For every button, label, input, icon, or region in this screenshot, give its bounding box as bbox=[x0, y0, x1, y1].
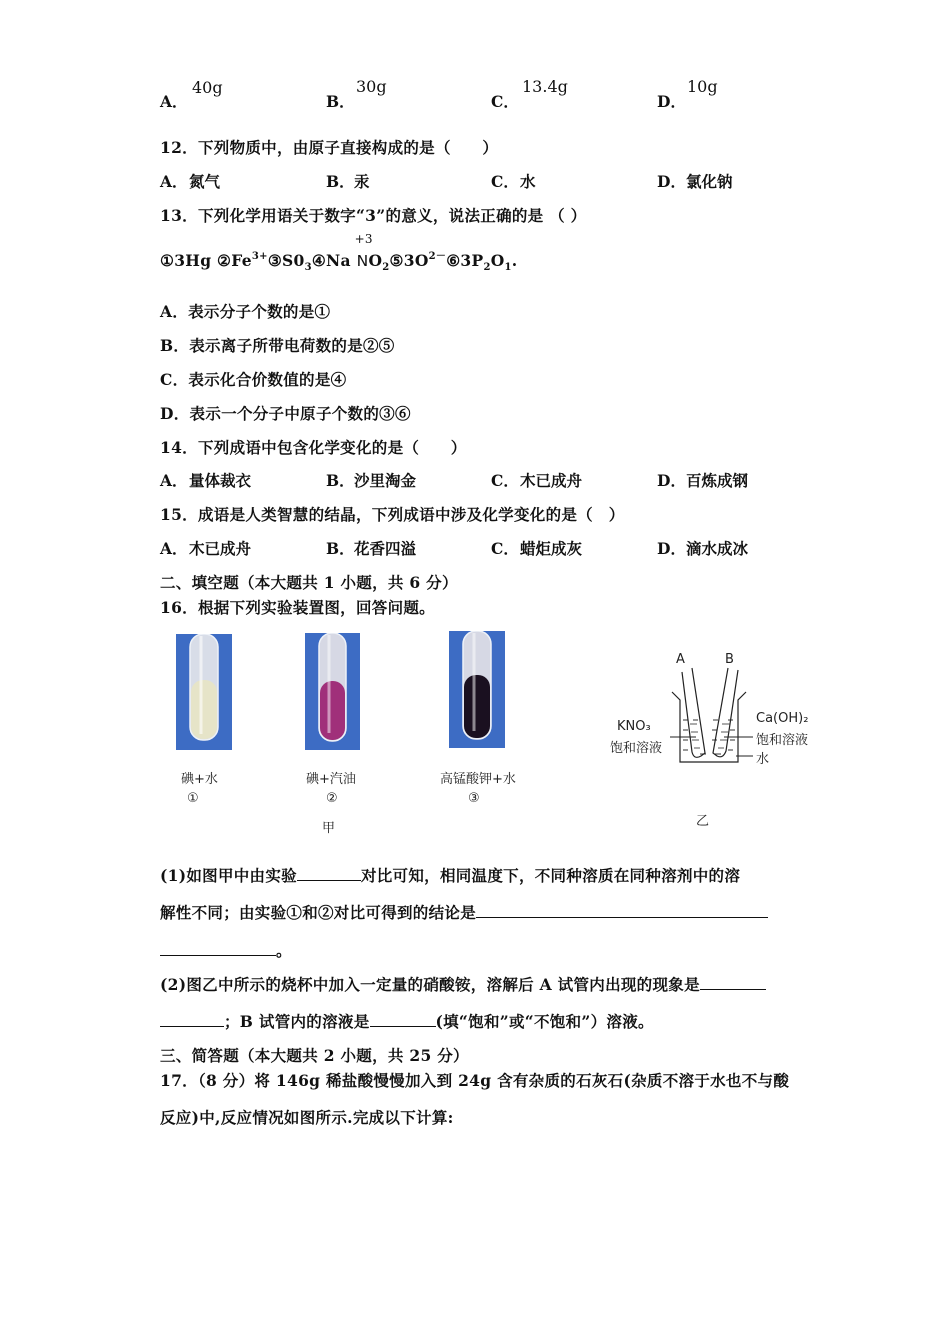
formula-part: . bbox=[511, 251, 518, 270]
q12-option-a-letter: A． bbox=[160, 172, 188, 191]
tube-2-number: ② bbox=[326, 791, 338, 806]
tube-1-liquid bbox=[191, 680, 217, 739]
formula-part: ⑤3O bbox=[389, 251, 429, 270]
q15-option-b-value: 花香四溢 bbox=[354, 539, 417, 558]
q15-stem: 15．成语是人类智慧的结晶，下列成语中涉及化学变化的是（ ） bbox=[160, 505, 625, 524]
q15-option-c-letter: C． bbox=[491, 539, 519, 558]
q16-blank-1[interactable] bbox=[297, 866, 361, 881]
q12-option-b-value: 汞 bbox=[354, 172, 370, 191]
q14-option-a-value: 量体裁衣 bbox=[189, 471, 252, 490]
valence-mark: +3 bbox=[354, 232, 373, 246]
section-2-heading: 二、填空题（本大题共 1 小题，共 6 分） bbox=[160, 573, 458, 592]
formula-sup: 3+ bbox=[251, 251, 268, 262]
tube-3-photo bbox=[449, 631, 505, 748]
tube-1-number: ① bbox=[187, 791, 199, 806]
section-3-heading: 三、简答题（本大题共 2 小题，共 25 分） bbox=[160, 1046, 469, 1065]
formula-part: O bbox=[368, 251, 383, 270]
q12-option-c-letter: C． bbox=[491, 172, 519, 191]
q12-option-c-value: 水 bbox=[520, 172, 536, 191]
tube-a-label: A bbox=[676, 652, 685, 667]
formula-part: ①3Hg ②Fe bbox=[160, 251, 252, 270]
tube-b bbox=[713, 668, 738, 757]
tube-2-label: 碘+汽油 bbox=[306, 772, 356, 787]
formula-sub: 2 bbox=[382, 262, 390, 273]
q14-option-c-letter: C． bbox=[491, 471, 519, 490]
kno3-solution-label: 饱和溶液 bbox=[610, 741, 663, 756]
q16-part1-line3 bbox=[160, 939, 292, 961]
q14-stem: 14．下列成语中包含化学变化的是（ ） bbox=[160, 438, 467, 457]
q16-part1-text-c: 解性不同；由实验①和②对比可得到的结论是 bbox=[160, 903, 477, 922]
formula-sub: 2 bbox=[483, 262, 491, 273]
q16-blank-3-cont[interactable] bbox=[160, 1012, 224, 1027]
q16-part2-text-b: ；B 试管内的溶液是 bbox=[224, 1012, 370, 1031]
formula-part: ④Na bbox=[311, 251, 357, 270]
q15-option-d-value: 滴水成冰 bbox=[686, 539, 749, 558]
q16-part2-line1 bbox=[160, 973, 766, 995]
q17-line2: 反应)中,反应情况如图所示.完成以下计算: bbox=[160, 1108, 454, 1127]
q11-option-a-value: 40g bbox=[192, 78, 223, 97]
q16-part2-line2 bbox=[160, 1010, 654, 1032]
formula-nitrogen bbox=[354, 232, 373, 270]
tube-2-liquid bbox=[320, 681, 345, 740]
q11-option-d-letter: D． bbox=[657, 92, 686, 111]
q15-option-c-value: 蜡炬成灰 bbox=[520, 539, 583, 558]
q11-option-d-value: 10g bbox=[687, 77, 718, 96]
q16-stem: 16．根据下列实验装置图，回答问题。 bbox=[160, 598, 435, 617]
q16-part1-line2 bbox=[160, 901, 768, 923]
kno3-label: KNO₃ bbox=[617, 719, 651, 734]
q11-option-c-value: 13.4g bbox=[522, 77, 568, 96]
q15-option-d-letter: D． bbox=[657, 539, 686, 558]
q14-option-a-letter: A． bbox=[160, 471, 188, 490]
tube-1-photo bbox=[176, 634, 232, 750]
tube-2-photo bbox=[305, 633, 360, 750]
q12-option-d-value: 氯化钠 bbox=[686, 172, 733, 191]
q12-stem: 12．下列物质中，由原子直接构成的是（ ） bbox=[160, 138, 499, 157]
q11-option-c-letter: C． bbox=[491, 92, 519, 111]
q13-option-c: C．表示化合价数值的是④ bbox=[160, 370, 347, 389]
q14-option-b-value: 沙里淘金 bbox=[354, 471, 417, 490]
q11-option-b-letter: B． bbox=[326, 92, 355, 111]
tube-3-liquid bbox=[464, 675, 490, 738]
q16-blank-2[interactable] bbox=[476, 903, 768, 918]
tube-1-label: 碘+水 bbox=[181, 772, 218, 787]
q13-option-b: B．表示离子所带电荷数的是②⑤ bbox=[160, 336, 395, 355]
caoh2-label: Ca(OH)₂ bbox=[756, 711, 809, 726]
q14-option-d-letter: D． bbox=[657, 471, 686, 490]
formula-sub: 1 bbox=[504, 262, 512, 273]
caoh2-solution-label: 饱和溶液 bbox=[756, 733, 809, 748]
q13-option-a: A．表示分子个数的是① bbox=[160, 302, 331, 321]
tube-3-number: ③ bbox=[468, 791, 480, 806]
q16-blank-2-cont[interactable] bbox=[160, 941, 276, 956]
q12-option-b-letter: B． bbox=[326, 172, 355, 191]
formula-sub: 3 bbox=[304, 262, 312, 273]
figure-yi-caption: 乙 bbox=[696, 814, 710, 829]
q16-part2-text-c: (填“饱和”或“不饱和”）溶液。 bbox=[435, 1012, 654, 1031]
figure-jia-caption: 甲 bbox=[322, 821, 336, 836]
q15-option-b-letter: B． bbox=[326, 539, 355, 558]
formula-part: O bbox=[490, 251, 505, 270]
q16-part2-text-a: (2)图乙中所示的烧杯中加入一定量的硝酸铵，溶解后 A 试管内出现的现象是 bbox=[160, 975, 700, 994]
q16-blank-4[interactable] bbox=[370, 1012, 436, 1027]
tube-b-label: B bbox=[725, 652, 734, 667]
q16-part1-line1 bbox=[160, 864, 740, 886]
q14-option-d-value: 百炼成钢 bbox=[686, 471, 749, 490]
q16-part1-text-b: 对比可知，相同温度下，不同种溶质在同种溶剂中的溶 bbox=[360, 866, 741, 885]
tube-3-label: 高锰酸钾+水 bbox=[440, 772, 516, 787]
tube-a bbox=[682, 668, 705, 757]
q12-option-d-letter: D． bbox=[657, 172, 686, 191]
q11-option-b-value: 30g bbox=[356, 77, 387, 96]
q13-option-d: D．表示一个分子中原子个数的③⑥ bbox=[160, 404, 411, 423]
formula-part: ③S0 bbox=[267, 251, 305, 270]
beaker-outline bbox=[672, 692, 746, 762]
q13-stem: 13．下列化学用语关于数字“3”的意义，说法正确的是 （ ） bbox=[160, 206, 587, 225]
q11-option-a-letter: A． bbox=[160, 92, 188, 111]
q14-option-b-letter: B． bbox=[326, 471, 355, 490]
q13-formula bbox=[160, 232, 518, 273]
q12-option-a-value: 氮气 bbox=[189, 172, 221, 191]
formula-sup: 2－ bbox=[428, 251, 447, 262]
formula-part: ⑥3P bbox=[446, 251, 484, 270]
q16-part1-text-a: (1)如图甲中由实验 bbox=[160, 866, 297, 885]
q15-option-a-value: 木已成舟 bbox=[189, 539, 252, 558]
nitrogen-letter: N bbox=[356, 252, 369, 270]
q17-line1: 17．（8 分）将 146g 稀盐酸慢慢加入到 24g 含有杂质的石灰石(杂质不溶于水也不与酸 bbox=[160, 1071, 790, 1090]
water-label: 水 bbox=[756, 752, 770, 767]
q14-option-c-value: 木已成舟 bbox=[520, 471, 583, 490]
q16-part1-end: 。 bbox=[276, 941, 292, 960]
q15-option-a-letter: A． bbox=[160, 539, 188, 558]
q16-blank-3[interactable] bbox=[700, 975, 766, 990]
